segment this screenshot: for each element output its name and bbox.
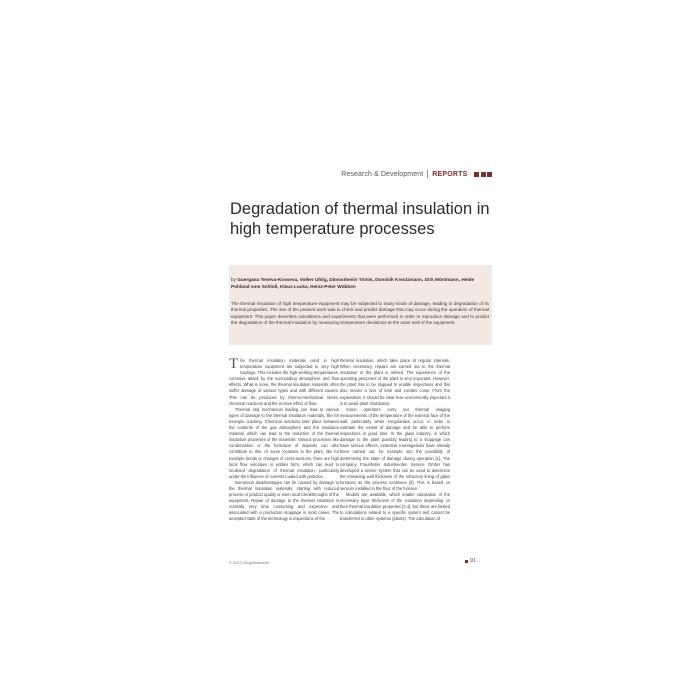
copyright-footer: © 2013 Ziegelindustrie [229, 560, 270, 565]
body-column-right [340, 358, 450, 523]
by-label: by [231, 277, 236, 282]
author-line [231, 276, 487, 290]
author-names: Guergana Teneva-Kosseva, Volker Uhlig, Dimosthenis Trimis, Dominik Kreutzmann, Dirk Möntmann, Heide Pohland vom Schloß, Klaus Lucka, Heinz-Peter Wübben [231, 277, 475, 289]
paragraph: Numerous disadvantages can be caused by damage to the thermal insulation materials, starting with reduced process or product quality or even local breakthroughs of the equipment. Repair of damage to the thermal insulation is normally very time consuming and expensive and associated with a production stoppage in most cases. The accepted state of the technology is inspections of the [229, 479, 339, 522]
page-marker-icon [465, 560, 468, 563]
paragraph: thermal insulation, which take place at regular intervals. When necessary, repairs are carried out to the thermal insulation or the plant is relined. The experience of the operating personnel of the plant is very important. However, the plant has to be stopped to enable inspections and this also means a loss of time and creates costs. From the explanation, it should be clear how economically important it is to avoid plant shutdowns. [340, 358, 450, 406]
paragraph: Some operators carry out thermal imaging measurements of the temperature of the external face of the wall, particularly when irregularities occur, in order to estimate the extent of damage and be able to perform inspections in good time. In the glass industry, in which damage to the plant possibly leading to a stoppage can have serious effects, extensive investigations have already been carried out, for example into the possibility of determining the state of damage during operation [1]. The company Fraunhofer Industrieofen Service GmbH has developed a sensor system that can be used to determine the remaining wall thickness of the refractory lining of glass furnaces as the process continues [2]. This is based on sensors installed in the floor of the furnace. [340, 406, 450, 491]
drop-cap: T [229, 356, 239, 372]
section-label: Research & Development [341, 170, 424, 178]
body-column-left [229, 358, 339, 523]
page-number-footer [465, 558, 476, 564]
header-separator [427, 170, 428, 178]
marker-square [481, 172, 486, 177]
page-number: 91 [470, 558, 477, 564]
marker-square [487, 172, 492, 177]
section-marker-icon [473, 172, 493, 177]
abstract: The thermal insulation of high temperature equipment may be subjected to many kinds of damage, leading to degradation of its thermal properties. The aim of the present work was to check and predict damage that may occur during the operation of thermal equipment. This paper describes simulations and experiments that were performed in order to reproduce damage and to predict the degradation of the thermal insulation by measuring temperature deviations at the outer wall of the equipment. [231, 301, 489, 325]
running-header [341, 169, 492, 179]
marker-square [474, 172, 479, 177]
paragraph: Models are available, which enable calculation of the necessary layer thickness of the insulation depending on their thermal insulation properties [3,4], but these are limited to calculations related to a specific system and cannot be transferred to other systems (plants). The calculation of [340, 492, 450, 522]
paragraph: he thermal insulation materials used in high temperature equipment are subjected to very high loadings. This includes the high working temperatures, corrosive attack by the surrounding atmosphere and flow effects. What is more, the thermal insulation materials often suffer damage of various types and with different causes. This can be produced by thermo-mechanical stress, chemical reactions and the erosive effect of flow. [229, 358, 339, 406]
category-label: REPORTS [432, 170, 468, 178]
article-title: Degradation of thermal insulation in high temperature processes [230, 200, 490, 238]
paragraph: Thermal and mechanical loading can lead to various types of damage to the thermal insulation materials, like for example cracking. Chemical reactions take place between the contents of the gas atmosphere and the insulation material, which can lead to the reduction of the thermal insulation properties of the materials. Various processes like condensation or the formation of deposits can also contribute to this. At some locations in the plant, like for example bends or changes of cross-sections, there are high local flow velocities or eddies form, which can lead to localised degradation of thermal insulation, particularly under the influence of currents loaded with particles. [229, 406, 339, 479]
